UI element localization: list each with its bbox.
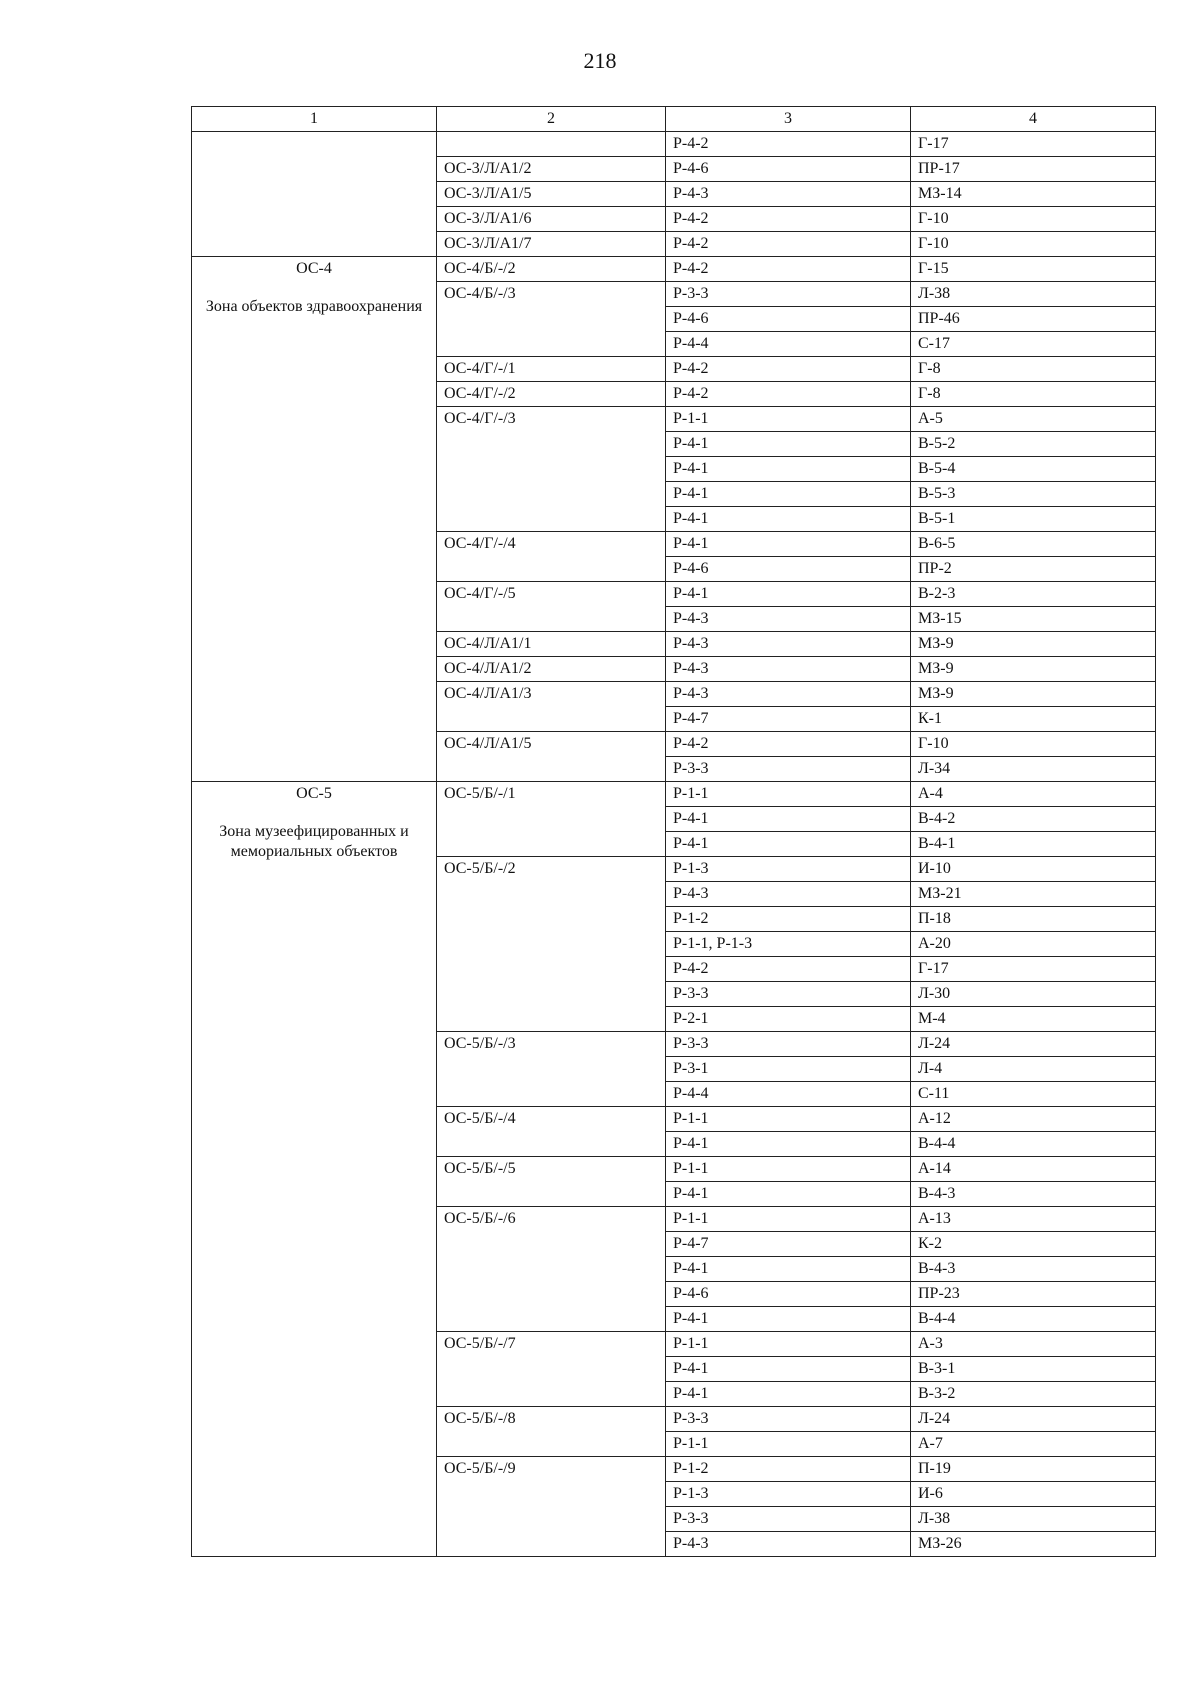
regulation-cell: Р-4-1 bbox=[666, 1307, 911, 1332]
object-code-cell: Л-34 bbox=[911, 757, 1156, 782]
regulation-cell: Р-4-2 bbox=[666, 732, 911, 757]
object-code-cell: В-4-4 bbox=[911, 1307, 1156, 1332]
regulation-cell: Р-4-2 bbox=[666, 207, 911, 232]
regulation-cell: Р-4-1 bbox=[666, 432, 911, 457]
object-code-cell: А-20 bbox=[911, 932, 1156, 957]
regulation-cell: Р-4-1 bbox=[666, 532, 911, 557]
object-code-cell: А-13 bbox=[911, 1207, 1156, 1232]
subzone-code-cell: ОС-3/Л/А1/6 bbox=[437, 207, 666, 232]
object-code-cell: МЗ-26 bbox=[911, 1532, 1156, 1557]
object-code-cell: Г-8 bbox=[911, 382, 1156, 407]
object-code-cell: МЗ-15 bbox=[911, 607, 1156, 632]
regulation-cell: Р-3-1 bbox=[666, 1057, 911, 1082]
column-header: 1 bbox=[192, 107, 437, 132]
regulation-cell: Р-3-3 bbox=[666, 282, 911, 307]
regulation-cell: Р-1-1 bbox=[666, 1332, 911, 1357]
subzone-code-cell: ОС-4/Г/-/1 bbox=[437, 357, 666, 382]
regulation-cell: Р-4-1 bbox=[666, 482, 911, 507]
regulation-cell: Р-1-1 bbox=[666, 1432, 911, 1457]
regulation-cell: Р-4-2 bbox=[666, 357, 911, 382]
subzone-code-cell: ОС-4/Б/-/3 bbox=[437, 282, 666, 357]
object-code-cell: В-5-1 bbox=[911, 507, 1156, 532]
object-code-cell: Л-24 bbox=[911, 1032, 1156, 1057]
table-row bbox=[192, 257, 1156, 282]
regulation-cell: Р-4-7 bbox=[666, 1232, 911, 1257]
regulation-cell: Р-1-1 bbox=[666, 407, 911, 432]
object-code-cell: А-4 bbox=[911, 782, 1156, 807]
object-code-cell: К-1 bbox=[911, 707, 1156, 732]
object-code-cell: А-14 bbox=[911, 1157, 1156, 1182]
regulation-cell: Р-4-2 bbox=[666, 957, 911, 982]
object-code-cell: А-12 bbox=[911, 1107, 1156, 1132]
object-code-cell: С-11 bbox=[911, 1082, 1156, 1107]
object-code-cell: Г-10 bbox=[911, 232, 1156, 257]
object-code-cell: МЗ-14 bbox=[911, 182, 1156, 207]
object-code-cell: И-6 bbox=[911, 1482, 1156, 1507]
object-code-cell: В-4-4 bbox=[911, 1132, 1156, 1157]
regulation-cell: Р-4-2 bbox=[666, 232, 911, 257]
regulation-cell: Р-4-7 bbox=[666, 707, 911, 732]
subzone-code-cell: ОС-5/Б/-/9 bbox=[437, 1457, 666, 1557]
zone-code: ОС-4 bbox=[296, 260, 332, 277]
regulation-cell: Р-4-1 bbox=[666, 1132, 911, 1157]
subzone-code-cell: ОС-5/Б/-/5 bbox=[437, 1157, 666, 1207]
subzone-code-cell bbox=[437, 132, 666, 157]
object-code-cell: М-4 bbox=[911, 1007, 1156, 1032]
regulation-cell: Р-4-1 bbox=[666, 507, 911, 532]
subzone-code-cell: ОС-4/Л/А1/3 bbox=[437, 682, 666, 732]
object-code-cell: Г-10 bbox=[911, 732, 1156, 757]
subzone-code-cell: ОС-5/Б/-/3 bbox=[437, 1032, 666, 1107]
regulation-cell: Р-4-4 bbox=[666, 1082, 911, 1107]
object-code-cell: МЗ-21 bbox=[911, 882, 1156, 907]
regulation-cell: Р-4-3 bbox=[666, 182, 911, 207]
subzone-code-cell: ОС-5/Б/-/7 bbox=[437, 1332, 666, 1407]
regulation-cell: Р-4-1 bbox=[666, 457, 911, 482]
regulation-cell: Р-4-3 bbox=[666, 607, 911, 632]
object-code-cell: Л-38 bbox=[911, 282, 1156, 307]
object-code-cell: ПР-17 bbox=[911, 157, 1156, 182]
subzone-code-cell: ОС-4/Г/-/2 bbox=[437, 382, 666, 407]
subzone-code-cell: ОС-3/Л/А1/5 bbox=[437, 182, 666, 207]
regulation-cell: Р-4-3 bbox=[666, 682, 911, 707]
object-code-cell: В-4-1 bbox=[911, 832, 1156, 857]
subzone-code-cell: ОС-4/Л/А1/1 bbox=[437, 632, 666, 657]
regulation-cell: Р-4-3 bbox=[666, 882, 911, 907]
regulation-cell: Р-3-3 bbox=[666, 982, 911, 1007]
table-body bbox=[192, 132, 1156, 1557]
subzone-code-cell: ОС-4/Г/-/5 bbox=[437, 582, 666, 632]
object-code-cell: Г-17 bbox=[911, 957, 1156, 982]
regulation-cell: Р-4-1 bbox=[666, 1257, 911, 1282]
object-code-cell: Г-8 bbox=[911, 357, 1156, 382]
regulation-cell: Р-1-1 bbox=[666, 1157, 911, 1182]
regulation-cell: Р-4-6 bbox=[666, 557, 911, 582]
object-code-cell: Г-10 bbox=[911, 207, 1156, 232]
regulation-cell: Р-4-2 bbox=[666, 132, 911, 157]
object-code-cell: А-3 bbox=[911, 1332, 1156, 1357]
object-code-cell: В-5-2 bbox=[911, 432, 1156, 457]
header-row bbox=[192, 107, 1156, 132]
regulation-cell: Р-3-3 bbox=[666, 1507, 911, 1532]
regulation-cell: Р-3-3 bbox=[666, 757, 911, 782]
column-header: 2 bbox=[437, 107, 666, 132]
column-header: 3 bbox=[666, 107, 911, 132]
zone-cell bbox=[192, 257, 437, 782]
regulation-cell: Р-4-3 bbox=[666, 657, 911, 682]
zone-code: ОС-5 bbox=[296, 785, 332, 802]
regulation-cell: Р-4-1 bbox=[666, 832, 911, 857]
regulation-cell: Р-4-1 bbox=[666, 1382, 911, 1407]
object-code-cell: В-4-2 bbox=[911, 807, 1156, 832]
object-code-cell: В-5-4 bbox=[911, 457, 1156, 482]
object-code-cell: В-3-1 bbox=[911, 1357, 1156, 1382]
regulation-cell: Р-1-1 bbox=[666, 782, 911, 807]
regulation-cell: Р-1-3 bbox=[666, 857, 911, 882]
object-code-cell: Л-4 bbox=[911, 1057, 1156, 1082]
regulation-cell: Р-4-1 bbox=[666, 582, 911, 607]
object-code-cell: МЗ-9 bbox=[911, 682, 1156, 707]
object-code-cell: В-2-3 bbox=[911, 582, 1156, 607]
subzone-code-cell: ОС-3/Л/А1/7 bbox=[437, 232, 666, 257]
column-header: 4 bbox=[911, 107, 1156, 132]
regulation-cell: Р-4-3 bbox=[666, 632, 911, 657]
object-code-cell: К-2 bbox=[911, 1232, 1156, 1257]
object-code-cell: П-19 bbox=[911, 1457, 1156, 1482]
regulation-cell: Р-4-6 bbox=[666, 1282, 911, 1307]
object-code-cell: В-5-3 bbox=[911, 482, 1156, 507]
subzone-code-cell: ОС-4/Л/А1/2 bbox=[437, 657, 666, 682]
object-code-cell: Л-30 bbox=[911, 982, 1156, 1007]
zoning-table bbox=[191, 106, 1156, 1557]
object-code-cell: Г-15 bbox=[911, 257, 1156, 282]
subzone-code-cell: ОС-5/Б/-/4 bbox=[437, 1107, 666, 1157]
table-row bbox=[192, 132, 1156, 157]
regulation-cell: Р-1-2 bbox=[666, 1457, 911, 1482]
regulation-cell: Р-3-3 bbox=[666, 1407, 911, 1432]
regulation-cell: Р-1-1 bbox=[666, 1107, 911, 1132]
regulation-cell: Р-4-2 bbox=[666, 382, 911, 407]
object-code-cell: МЗ-9 bbox=[911, 632, 1156, 657]
regulation-cell: Р-2-1 bbox=[666, 1007, 911, 1032]
object-code-cell: И-10 bbox=[911, 857, 1156, 882]
object-code-cell: П-18 bbox=[911, 907, 1156, 932]
regulation-cell: Р-1-1 bbox=[666, 1207, 911, 1232]
object-code-cell: Л-24 bbox=[911, 1407, 1156, 1432]
object-code-cell: В-6-5 bbox=[911, 532, 1156, 557]
regulation-cell: Р-3-3 bbox=[666, 1032, 911, 1057]
subzone-code-cell: ОС-4/Б/-/2 bbox=[437, 257, 666, 282]
object-code-cell: ПР-23 bbox=[911, 1282, 1156, 1307]
regulation-cell: Р-4-4 bbox=[666, 332, 911, 357]
zone-cell bbox=[192, 132, 437, 257]
object-code-cell: Г-17 bbox=[911, 132, 1156, 157]
subzone-code-cell: ОС-4/Л/А1/5 bbox=[437, 732, 666, 782]
regulation-cell: Р-1-2 bbox=[666, 907, 911, 932]
subzone-code-cell: ОС-3/Л/А1/2 bbox=[437, 157, 666, 182]
object-code-cell: В-4-3 bbox=[911, 1182, 1156, 1207]
regulation-cell: Р-4-1 bbox=[666, 1357, 911, 1382]
regulation-cell: Р-4-3 bbox=[666, 1532, 911, 1557]
zone-cell bbox=[192, 782, 437, 1557]
subzone-code-cell: ОС-5/Б/-/2 bbox=[437, 857, 666, 1032]
page-number: 218 bbox=[583, 48, 617, 73]
object-code-cell: Л-38 bbox=[911, 1507, 1156, 1532]
subzone-code-cell: ОС-5/Б/-/6 bbox=[437, 1207, 666, 1332]
object-code-cell: ПР-46 bbox=[911, 307, 1156, 332]
regulation-cell: Р-4-2 bbox=[666, 257, 911, 282]
regulation-cell: Р-1-1, Р-1-3 bbox=[666, 932, 911, 957]
subzone-code-cell: ОС-4/Г/-/3 bbox=[437, 407, 666, 532]
object-code-cell: МЗ-9 bbox=[911, 657, 1156, 682]
object-code-cell: А-5 bbox=[911, 407, 1156, 432]
regulation-cell: Р-4-6 bbox=[666, 157, 911, 182]
object-code-cell: ПР-2 bbox=[911, 557, 1156, 582]
object-code-cell: В-4-3 bbox=[911, 1257, 1156, 1282]
object-code-cell: А-7 bbox=[911, 1432, 1156, 1457]
regulation-cell: Р-4-1 bbox=[666, 1182, 911, 1207]
subzone-code-cell: ОС-5/Б/-/1 bbox=[437, 782, 666, 857]
zone-name: Зона музеефицированных и мемориальных объектов bbox=[219, 823, 409, 860]
regulation-cell: Р-4-6 bbox=[666, 307, 911, 332]
subzone-code-cell: ОС-5/Б/-/8 bbox=[437, 1407, 666, 1457]
object-code-cell: С-17 bbox=[911, 332, 1156, 357]
table-row bbox=[192, 782, 1156, 807]
zone-name: Зона объектов здравоохранения bbox=[205, 298, 423, 315]
regulation-cell: Р-1-3 bbox=[666, 1482, 911, 1507]
object-code-cell: В-3-2 bbox=[911, 1382, 1156, 1407]
regulation-cell: Р-4-1 bbox=[666, 807, 911, 832]
subzone-code-cell: ОС-4/Г/-/4 bbox=[437, 532, 666, 582]
